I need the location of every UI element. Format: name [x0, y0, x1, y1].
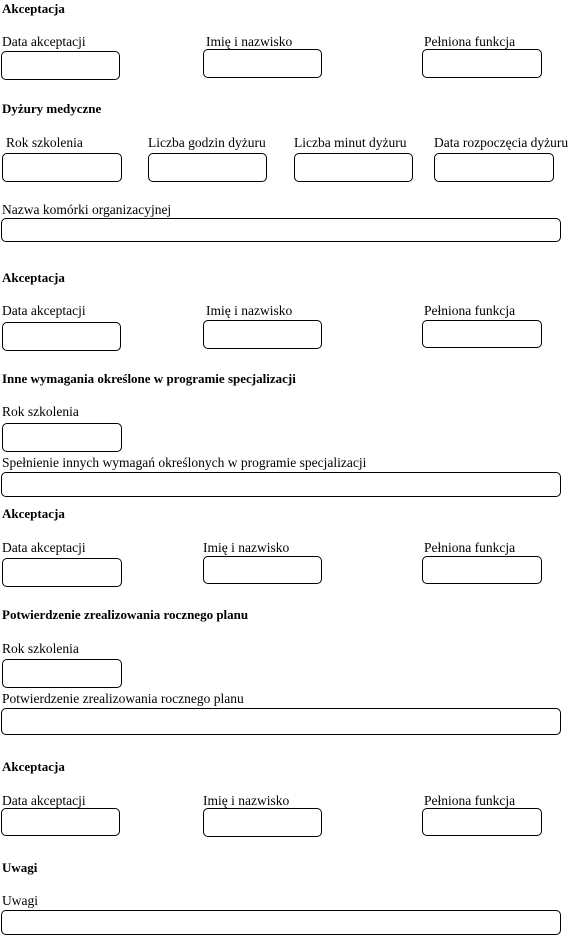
rok-szkolenia-field[interactable]: [2, 659, 122, 688]
liczba-minut-field[interactable]: [294, 153, 413, 182]
section-heading-inne-wymagania: Inne wymagania określone w programie specjalizacji: [2, 371, 296, 386]
section-heading-akceptacja: Akceptacja: [2, 1, 65, 16]
data-akceptacji-field[interactable]: [1, 808, 120, 836]
label-uwagi: Uwagi: [2, 893, 38, 908]
pelniona-funkcja-field[interactable]: [422, 49, 542, 78]
data-akceptacji-field[interactable]: [2, 322, 121, 351]
section-heading-akceptacja: Akceptacja: [2, 270, 65, 285]
imie-nazwisko-field[interactable]: [203, 320, 322, 349]
label-imie-nazwisko: Imię i nazwisko: [206, 303, 293, 318]
pelniona-funkcja-field[interactable]: [422, 320, 542, 348]
imie-nazwisko-field[interactable]: [203, 49, 322, 78]
nazwa-komorki-field[interactable]: [1, 218, 561, 242]
potwierdzenie-planu-field[interactable]: [1, 708, 561, 735]
rok-szkolenia-field[interactable]: [2, 423, 122, 452]
pelniona-funkcja-field[interactable]: [422, 808, 542, 836]
label-liczba-godzin: Liczba godzin dyżuru: [148, 135, 266, 150]
section-heading-akceptacja: Akceptacja: [2, 506, 65, 521]
label-data-rozpoczecia: Data rozpoczęcia dyżuru: [434, 135, 569, 150]
spelnienie-wymagan-field[interactable]: [1, 472, 561, 497]
label-spelnienie-wymagan: Spełnienie innych wymagań określonych w programie specjalizacji: [2, 455, 367, 470]
uwagi-field[interactable]: [1, 910, 561, 935]
label-imie-nazwisko: Imię i nazwisko: [206, 34, 293, 49]
label-pelniona-funkcja: Pełniona funkcja: [424, 793, 516, 808]
label-data-akceptacji: Data akceptacji: [2, 34, 86, 49]
label-data-akceptacji: Data akceptacji: [2, 303, 86, 318]
label-imie-nazwisko: Imię i nazwisko: [203, 793, 290, 808]
section-heading-potwierdzenie: Potwierdzenie zrealizowania rocznego planu: [2, 607, 249, 622]
label-data-akceptacji: Data akceptacji: [2, 540, 86, 555]
label-data-akceptacji: Data akceptacji: [2, 793, 86, 808]
liczba-godzin-field[interactable]: [148, 153, 267, 182]
section-heading-akceptacja: Akceptacja: [2, 759, 65, 774]
label-rok-szkolenia: Rok szkolenia: [2, 641, 79, 656]
imie-nazwisko-field[interactable]: [203, 808, 322, 837]
data-akceptacji-field[interactable]: [1, 51, 120, 80]
imie-nazwisko-field[interactable]: [203, 556, 322, 584]
label-nazwa-komorki: Nazwa komórki organizacyjnej: [2, 202, 172, 217]
label-pelniona-funkcja: Pełniona funkcja: [424, 303, 516, 318]
section-heading-dyzury: Dyżury medyczne: [2, 101, 102, 116]
label-imie-nazwisko: Imię i nazwisko: [203, 540, 290, 555]
label-rok-szkolenia: Rok szkolenia: [2, 404, 79, 419]
label-potwierdzenie-planu: Potwierdzenie zrealizowania rocznego planu: [2, 691, 244, 706]
label-pelniona-funkcja: Pełniona funkcja: [424, 34, 516, 49]
label-liczba-minut: Liczba minut dyżuru: [294, 135, 407, 150]
data-rozpoczecia-field[interactable]: [434, 153, 554, 182]
label-rok-szkolenia: Rok szkolenia: [6, 135, 83, 150]
data-akceptacji-field[interactable]: [2, 558, 122, 587]
rok-szkolenia-field[interactable]: [2, 153, 122, 182]
section-heading-uwagi: Uwagi: [2, 860, 38, 875]
pelniona-funkcja-field[interactable]: [422, 556, 542, 584]
label-pelniona-funkcja: Pełniona funkcja: [424, 540, 516, 555]
